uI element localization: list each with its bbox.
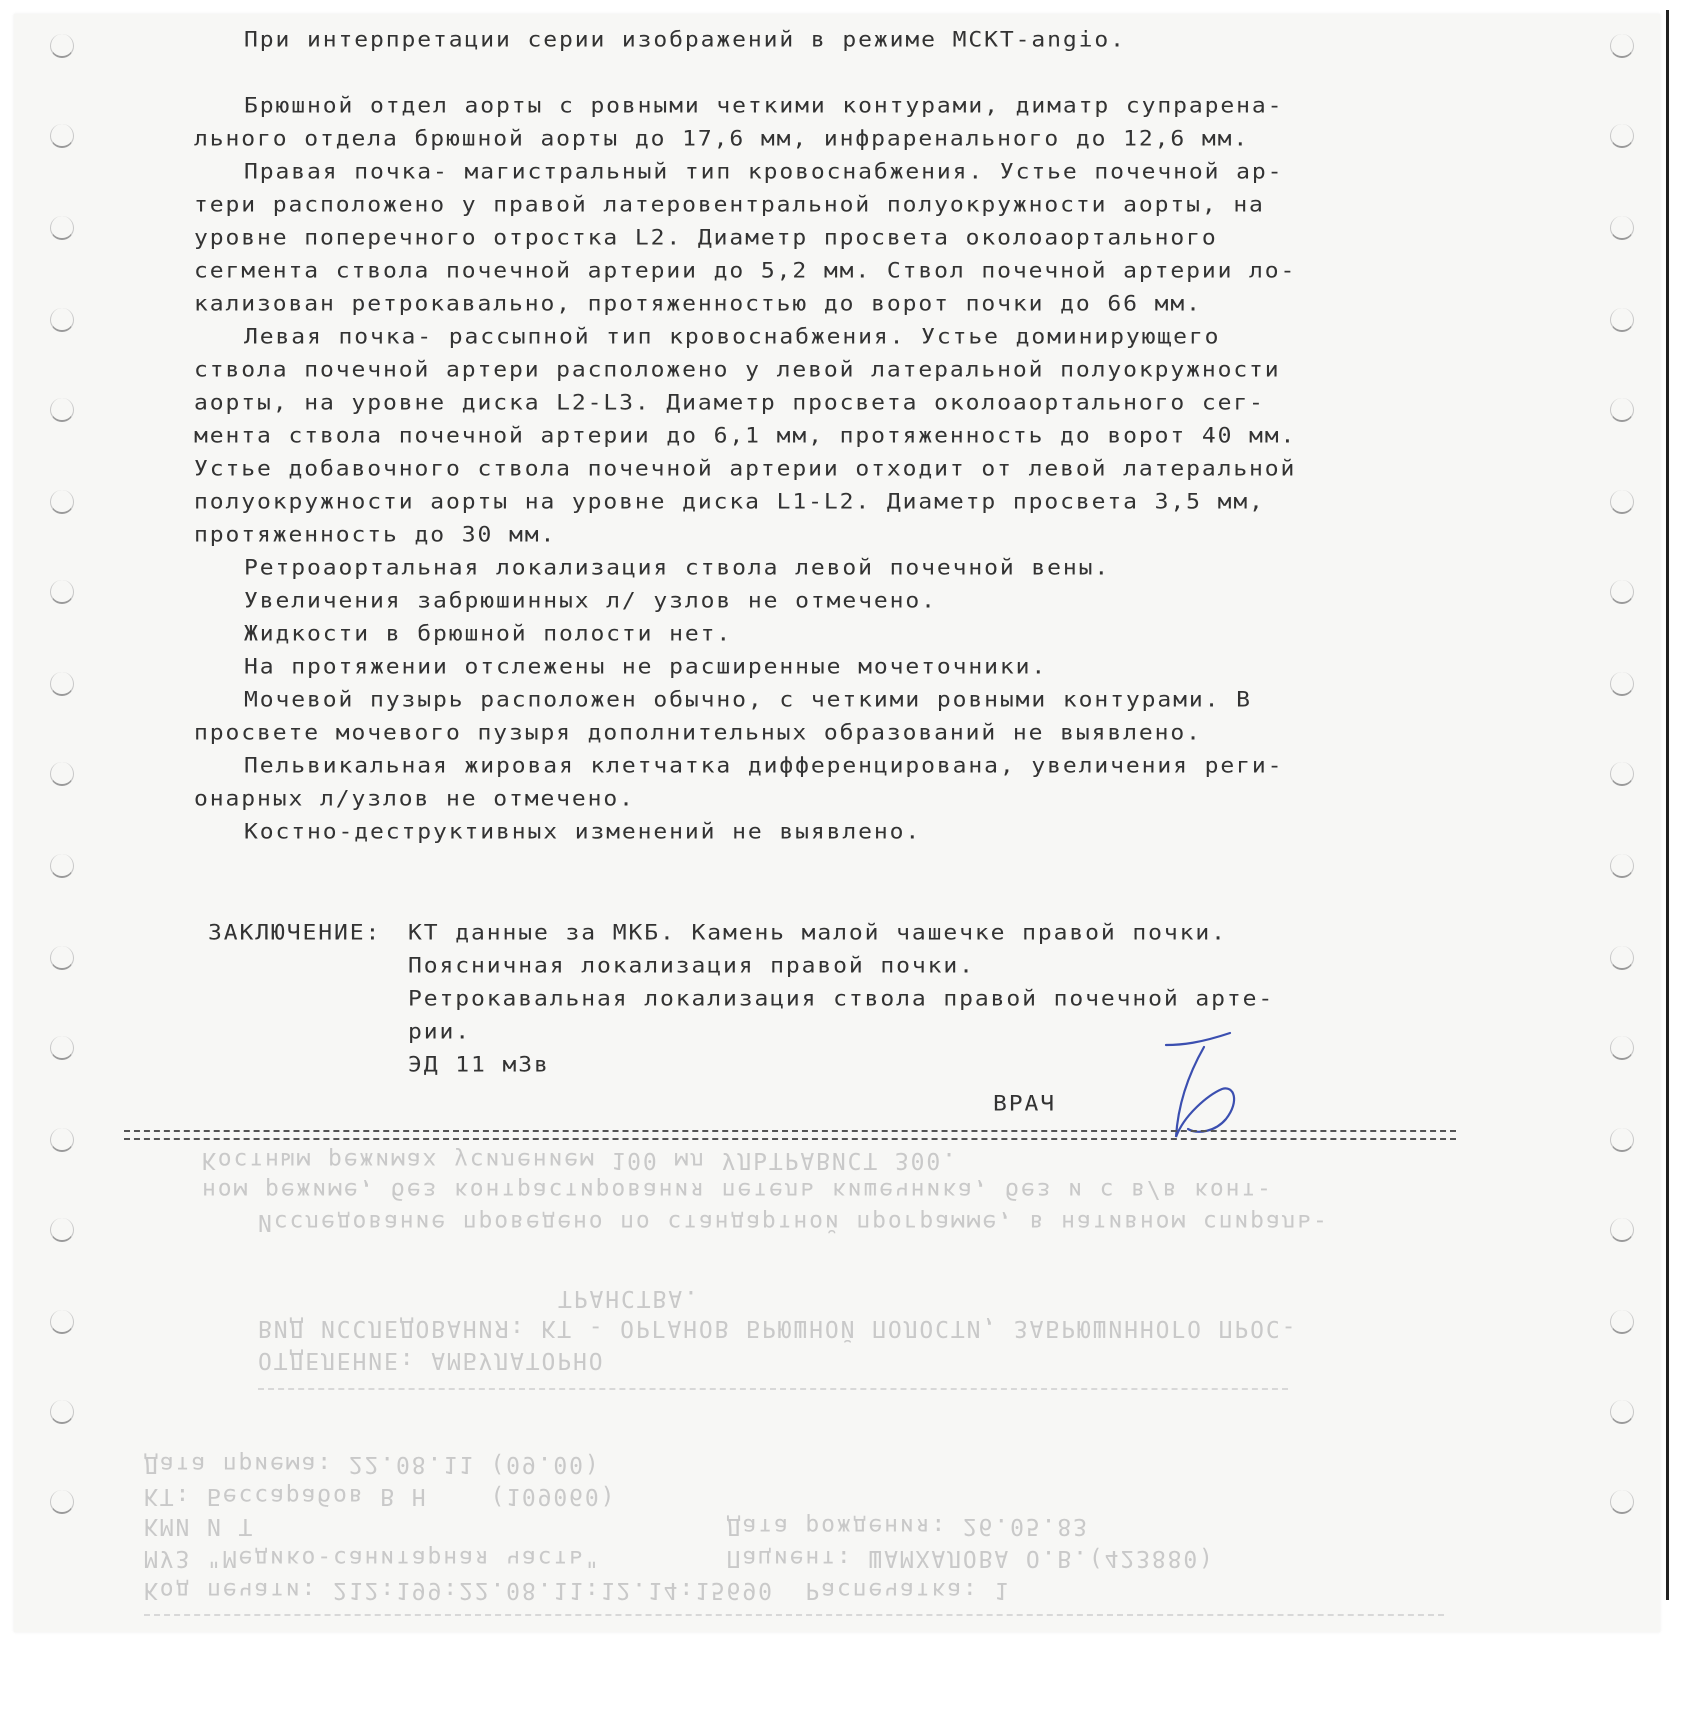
report-intro: При интерпретации серии изображений в режиме МСКТ-angio. <box>244 28 1126 52</box>
feed-hole <box>1610 580 1634 604</box>
ghost-line: ОТДЕЛЕНИЕ: АМБУЛАТОРНО <box>258 1347 605 1373</box>
feed-hole <box>50 1218 74 1242</box>
feed-hole <box>1610 1310 1634 1334</box>
body-line: тери расположено у правой латеровентральной полуокружности аорты, на <box>194 193 1265 217</box>
body-line: ствола почечной артери расположено у левой латеральной полуокружности <box>194 358 1281 382</box>
ghost-line: ВИД ИССЛЕДОВАНИЯ: КТ - ОРГАНОВ БРЮШНОЙ ПОЛОСТИ, ЗАБРЮШИННОГО ПРОС- <box>258 1315 1298 1341</box>
feed-hole <box>1610 1400 1634 1424</box>
feed-hole <box>1610 946 1634 970</box>
ghost-line: КМИ И Т Дата рождения: 26.05.83 <box>144 1513 1089 1539</box>
feed-hole <box>1610 398 1634 422</box>
body-line: Ретроаортальная локализация ствола левой почечной вены. <box>244 556 1111 580</box>
body-line: Брюшной отдел аорты с ровными четкими контурами, диматр супрарена- <box>244 94 1284 118</box>
feed-hole <box>1610 308 1634 332</box>
feed-hole <box>50 34 74 58</box>
feed-hole <box>1610 34 1634 58</box>
conclusion-line: рии. <box>408 1020 471 1044</box>
feed-hole <box>1610 762 1634 786</box>
feed-hole <box>1610 1490 1634 1514</box>
ghost-line: Исследование проведено по стандартной программе, в нативном спираль- <box>258 1209 1329 1235</box>
left-feed-holes <box>50 0 90 1709</box>
ghost-line: ТРАНСТВА. <box>558 1285 700 1311</box>
body-line: полуокружности аорты на уровне диска L1-L2. Диаметр просвета 3,5 мм, <box>194 490 1265 514</box>
feed-hole <box>50 1128 74 1152</box>
feed-hole <box>50 854 74 878</box>
conclusion-line: Поясничная локализация правой почки. <box>408 954 975 978</box>
body-line: Жидкости в брюшной полости нет. <box>244 622 733 646</box>
feed-hole <box>50 1310 74 1334</box>
body-line: Устье добавочного ствола почечной артерии отходит от левой латеральной <box>194 457 1297 481</box>
page-edge <box>1666 10 1669 1600</box>
ghost-line: Дата приема: 22.08.11 (09.00) <box>144 1451 601 1477</box>
body-line: льного отдела брюшной аорты до 17,6 мм, инфраренального до 12,6 мм. <box>194 127 1250 151</box>
feed-hole <box>1610 1036 1634 1060</box>
body-line: мента ствола почечной артерии до 6,1 мм, протяженность до ворот 40 мм. <box>194 424 1297 448</box>
feed-hole <box>50 1490 74 1514</box>
feed-hole <box>50 216 74 240</box>
feed-hole <box>1610 124 1634 148</box>
body-line: просвете мочевого пузыря дополнительных образований не выявлено. <box>194 721 1202 745</box>
feed-hole <box>1610 672 1634 696</box>
body-line: Увеличения забрюшинных л/ узлов не отмечено. <box>244 589 937 613</box>
body-line: уровне поперечного отростка L2. Диаметр просвета околоаортального <box>194 226 1218 250</box>
conclusion-line: ЭД 11 мЗв <box>408 1053 550 1077</box>
feed-hole <box>1610 490 1634 514</box>
feed-hole <box>50 398 74 422</box>
feed-hole <box>50 580 74 604</box>
body-line: Пельвикальная жировая клетчатка дифференцирована, увеличения реги- <box>244 754 1284 778</box>
feed-hole <box>1610 216 1634 240</box>
body-line: онарных л/узлов не отмечено. <box>194 787 635 811</box>
feed-hole <box>50 490 74 514</box>
body-line: кализован ретрокавально, протяженностью до ворот почки до 66 мм. <box>194 292 1202 316</box>
body-line: сегмента ствола почечной артерии до 5,2 мм. Ствол почечной артерии ло- <box>194 259 1297 283</box>
right-feed-holes <box>1610 0 1650 1709</box>
body-line: Костно-деструктивных изменений не выявлено. <box>244 820 922 844</box>
conclusion-line: Ретрокавальная локализация ствола правой почечной арте- <box>408 987 1275 1011</box>
body-line: Мочевой пузырь расположен обычно, с четкими ровными контурами. В <box>244 688 1252 712</box>
feed-hole <box>50 946 74 970</box>
body-line: Правая почка- магистральный тип кровоснабжения. Устье почечной ар- <box>244 160 1284 184</box>
feed-hole <box>50 1036 74 1060</box>
body-line: На протяжении отслежены не расширенные мочеточники. <box>244 655 1048 679</box>
ghost-rule <box>258 1388 1288 1391</box>
separator-rule <box>124 1130 1456 1140</box>
feed-hole <box>1610 1128 1634 1152</box>
ghost-line: Код печати: 212:199:22.08.11:12.14:15690 Распечатка: 1 <box>144 1577 1011 1603</box>
feed-hole <box>1610 1218 1634 1242</box>
ghost-line: КТ: Бессарабов В Н (109060) <box>144 1483 617 1509</box>
doctor-signature <box>1160 1025 1250 1140</box>
feed-hole <box>50 1400 74 1424</box>
body-line: аорты, на уровне диска L2-L3. Диаметр просвета околоаортального сег- <box>194 391 1265 415</box>
feed-hole <box>50 762 74 786</box>
body-line: протяженность до 30 мм. <box>194 523 557 547</box>
feed-hole <box>50 308 74 332</box>
conclusion-line: КТ данные за МКБ. Камень малой чашечке правой почки. <box>408 921 1227 945</box>
feed-hole <box>1610 854 1634 878</box>
doctor-label: ВРАЧ <box>993 1092 1056 1116</box>
conclusion-label: ЗАКЛЮЧЕНИЕ: <box>208 921 382 945</box>
ghost-line: ном режиме, без контрастирования петель кишечника, без и с в/в конт- <box>202 1177 1273 1203</box>
body-line: Левая почка- рассыпной тип кровоснабжения. Устье доминирующего <box>244 325 1221 349</box>
ghost-line: МУЗ "Медико-санитарная часть" Пациент: ШАМХАЛОВА О.В.(423880) <box>144 1545 1215 1571</box>
feed-hole <box>50 672 74 696</box>
ghost-rule <box>144 1614 1444 1617</box>
ghost-line: Костным режимах усилением 100 мл УЛЬТРАВИСТ 300. <box>202 1147 958 1173</box>
feed-hole <box>50 124 74 148</box>
